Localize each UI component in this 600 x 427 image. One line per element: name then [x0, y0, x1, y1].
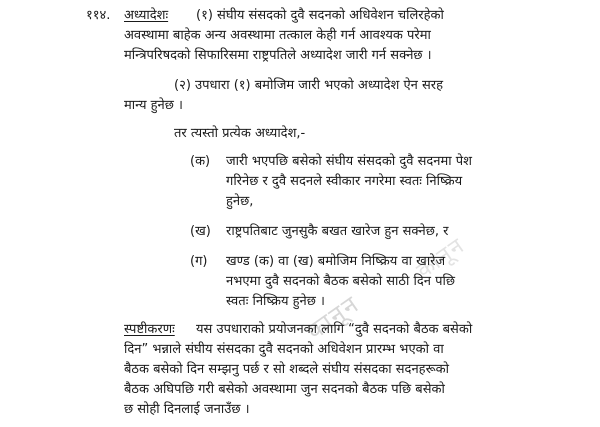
- explanation-line: बैठक अघिपछि गरी बसेको अवस्थामा जुन सदनको बैठक पछि बसेको: [124, 382, 445, 397]
- explanation-line: छ सोही दिनलाई जनाउँछ ।: [124, 402, 250, 417]
- paragraph-1-line: (१) संघीय संसदको दुवै सदनको अधिवेशन चलिरहेको: [196, 8, 444, 23]
- proviso-intro: तर त्यस्तो प्रत्येक अध्यादेश,-: [174, 126, 306, 141]
- clause-line: हुनेछ,: [226, 194, 254, 209]
- paragraph-2-line: मान्य हुनेछ ।: [124, 98, 183, 113]
- watermark: कानून: [301, 289, 365, 346]
- clause-line: जारी भएपछि बसेको संघीय संसदको दुवै सदनमा पेश: [226, 154, 472, 169]
- clause-label: (ग): [190, 254, 208, 269]
- explanation-line: यस उपधाराको प्रयोजनका लागि “दुवै सदनको बैठक बसेको: [196, 322, 473, 337]
- paragraph-1-line: मन्त्रिपरिषदको सिफारिसमा राष्ट्रपतिले अध्यादेश जारी गर्न सक्नेछ ।: [124, 48, 432, 63]
- explanation-line: दिन” भन्नाले संघीय संसदका दुवै सदनको अधिवेशन प्रारम्भ भएको वा: [124, 342, 444, 357]
- clause-label: (ख): [190, 224, 211, 239]
- clause-line: राष्ट्रपतिबाट जुनसुकै बखत खारेज हुन सक्नेछ, र: [226, 224, 449, 239]
- clause-line: नभएमा दुवै सदनको बैठक बसेको साठी दिन पछि: [226, 274, 455, 289]
- section-number: ११४.: [86, 8, 111, 23]
- paragraph-1-line: अवस्थामा बाहेक अन्य अवस्थामा तत्काल केही गर्न आवश्यक परेमा: [124, 28, 431, 43]
- clause-line: स्वतः निष्क्रिय हुनेछ ।: [226, 294, 325, 309]
- section-heading: अध्यादेशः: [124, 8, 169, 23]
- clause-line: गरिनेछ र दुवै सदनले स्वीकार नगरेमा स्वतः निष्क्रिय: [226, 174, 463, 189]
- paragraph-2-line: (२) उपधारा (१) बमोजिम जारी भएको अध्यादेश ऐन सरह: [174, 78, 444, 93]
- watermark-secondary: कानून: [412, 232, 471, 284]
- clause-line: खण्ड (क) वा (ख) बमोजिम निष्क्रिय वा खारेज: [226, 254, 446, 269]
- clause-label: (क): [190, 154, 211, 169]
- explanation-line: बैठक बसेको दिन सम्झनु पर्छ र सो शब्दले संघीय संसदका सदनहरूको: [124, 362, 450, 377]
- explanation-heading: स्पष्टीकरणः: [124, 322, 175, 337]
